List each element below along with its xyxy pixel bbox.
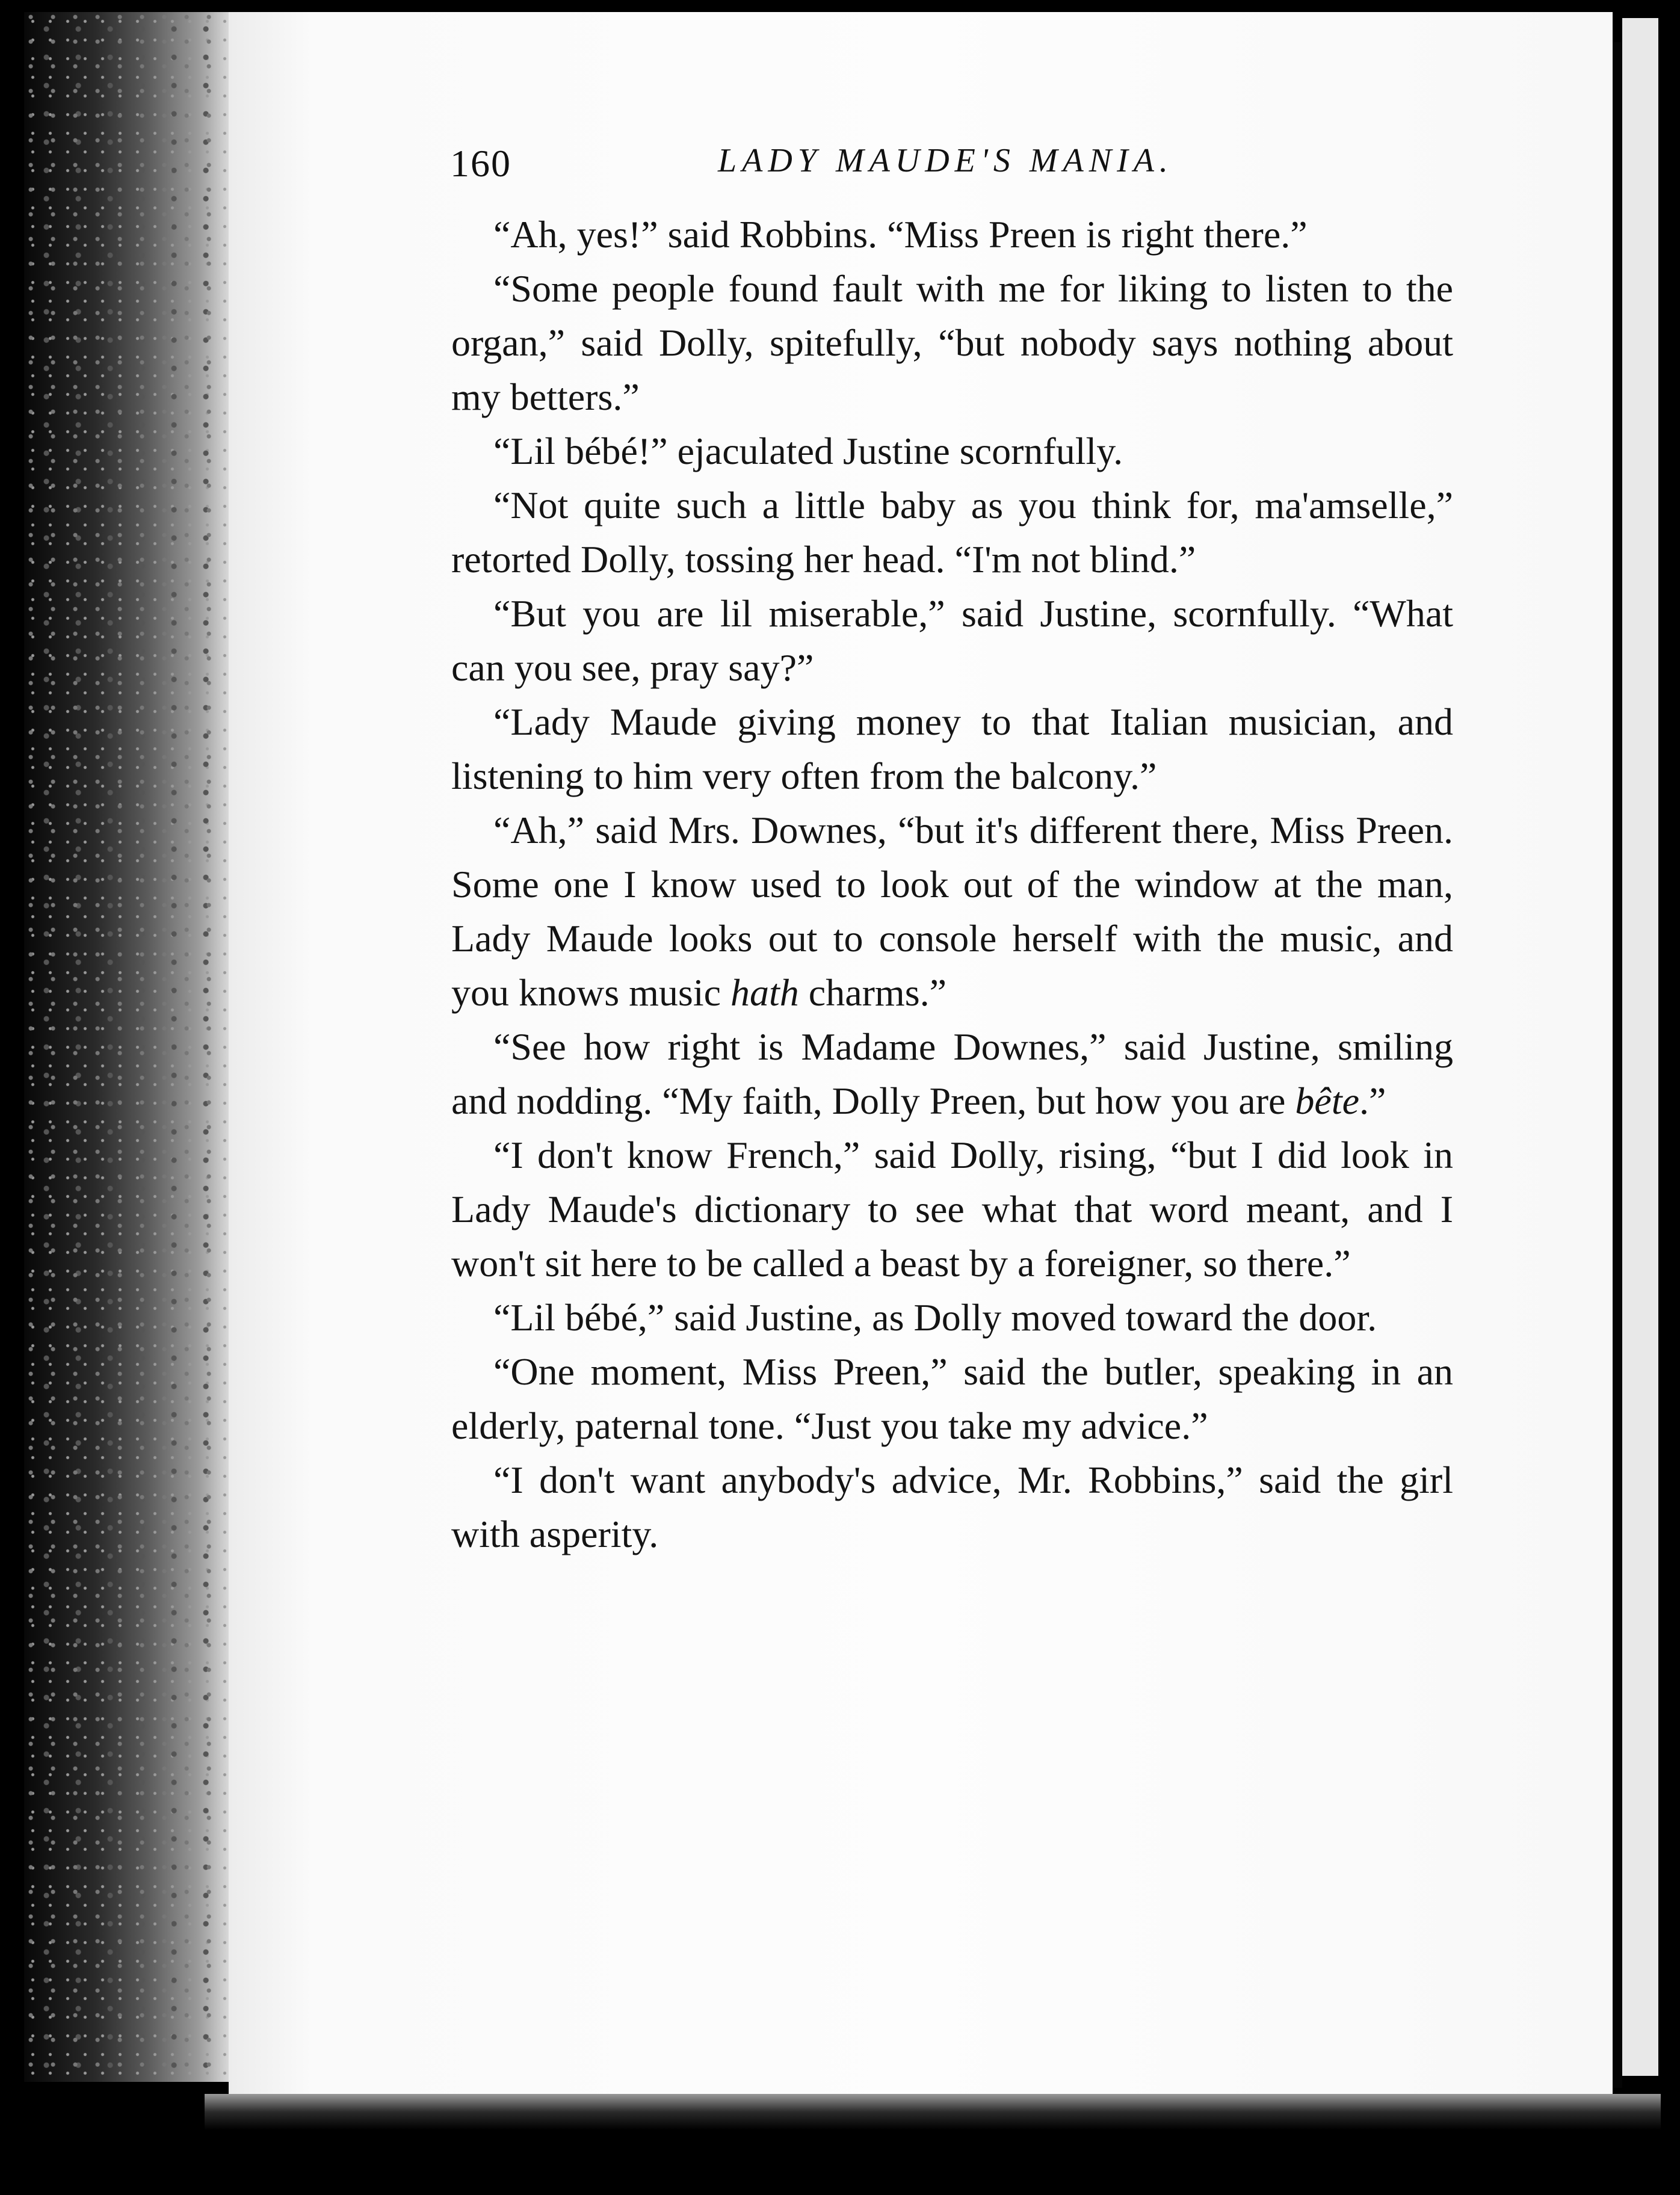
paragraph-tail: .” — [1359, 1079, 1386, 1122]
paragraph-text: “See how right is Madame Downes,” said Justine, smiling and nodding. “My faith, Dolly Preen, but how you are — [451, 1025, 1453, 1122]
paragraph: “But you are lil miserable,” said Justine, scornfully. “What can you see, pray say?” — [451, 592, 1453, 689]
paragraph: “One moment, Miss Preen,” said the butler, speaking in an elderly, paternal tone. “Just you take my advice.” — [451, 1350, 1453, 1447]
paragraph — [451, 1020, 1453, 1128]
paragraph — [451, 803, 1453, 1020]
facing-page-edge — [1622, 18, 1658, 2076]
running-title: LADY MAUDE'S MANIA. — [718, 142, 1173, 179]
paragraph: “Lil bébé,” said Justine, as Dolly moved toward the door. — [493, 1296, 1377, 1339]
paragraph: “Not quite such a little baby as you think for, ma'amselle,” retorted Dolly, tossing her head. “I'm not blind.” — [451, 484, 1453, 581]
paragraph: “Lady Maude giving money to that Italian musician, and listening to him very often from the balcony.” — [451, 700, 1453, 797]
binding-line — [1613, 42, 1622, 2088]
italic-word: bête — [1295, 1079, 1359, 1122]
body-text — [451, 208, 1453, 1561]
paragraph: “Lil bébé!” ejaculated Justine scornfully. — [493, 430, 1123, 472]
paragraph: “I don't know French,” said Dolly, rising, “but I did look in Lady Maude's dictionary to see what that word meant, and I won't sit here to be called a beast by a foreigner, so there.” — [451, 1134, 1453, 1285]
running-head — [450, 132, 1190, 193]
italic-word: hath — [730, 971, 799, 1014]
paragraph-text: “Ah,” said Mrs. Downes, “but it's different there, Miss Preen. Some one I know used to look out of the window at the man, Lady Maude looks out to console herself with the music, and you knows music — [451, 809, 1453, 1014]
paragraph: “Some people found fault with me for liking to listen to the organ,” said Dolly, spitefully, “but nobody says nothing about my betters.” — [451, 267, 1453, 418]
page-bottom-edge — [205, 2094, 1661, 2130]
paragraph: “Ah, yes!” said Robbins. “Miss Preen is right there.” — [493, 213, 1308, 256]
book-edge — [24, 12, 232, 2082]
paragraph: “I don't want anybody's advice, Mr. Robbins,” said the girl with asperity. — [451, 1459, 1453, 1555]
page-number: 160 — [450, 142, 511, 185]
paragraph-tail: charms.” — [798, 971, 947, 1014]
